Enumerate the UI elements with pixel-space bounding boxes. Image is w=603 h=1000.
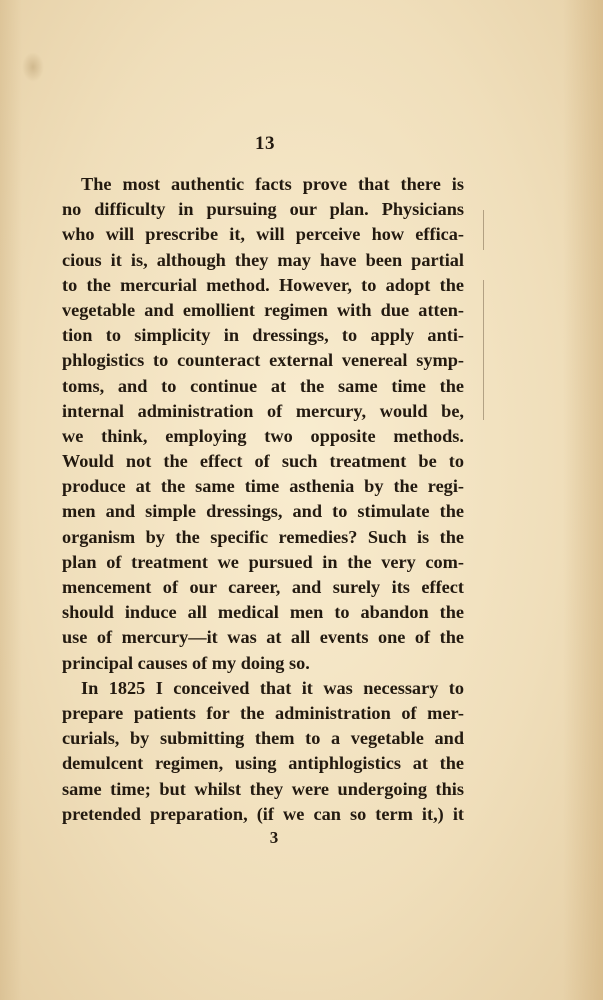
text-line: plan of treatment we pursued in the very com- <box>62 551 464 572</box>
text-line: pretended preparation, (if we can so term it,) it <box>62 803 464 824</box>
paper-stain <box>22 52 44 82</box>
page-number: 13 <box>255 133 275 154</box>
text-line: Would not the effect of such treatment be to <box>62 451 464 472</box>
text-line: use of mercury—it was at all events one of the <box>62 627 464 648</box>
text-line: we think, employing two opposite methods. <box>62 425 464 446</box>
margin-mark <box>483 210 484 250</box>
printer-signature: 3 <box>269 828 279 847</box>
text-line: curials, by submitting them to a vegetable and <box>62 728 464 749</box>
text-line: same time; but whilst they were undergoing this <box>62 778 464 799</box>
text-line: demulcent regimen, using antiphlogistics at the <box>62 753 464 774</box>
text-line: phlogistics to counteract external venereal symp- <box>62 350 464 371</box>
text-line: internal administration of mercury, would be, <box>62 400 464 421</box>
paragraph-1 <box>62 172 464 676</box>
text-line: principal causes of my doing so. <box>62 652 310 673</box>
text-line: In 1825 I conceived that it was necessary to <box>81 677 464 698</box>
body-text <box>62 172 464 827</box>
text-line: vegetable and emollient regimen with due atten- <box>62 299 464 320</box>
text-line: prepare patients for the administration of mer- <box>62 702 464 723</box>
text-line: cious it is, although they may have been partial <box>62 249 464 270</box>
text-line: produce at the same time asthenia by the regi- <box>62 476 464 497</box>
text-line: no difficulty in pursuing our plan. Physicians <box>62 199 464 220</box>
text-line: mencement of our career, and surely its effect <box>62 577 464 597</box>
text-line: organism by the specific remedies? Such is the <box>62 526 464 547</box>
text-line: The most authentic facts prove that there is <box>81 174 464 194</box>
margin-mark <box>483 280 484 420</box>
page-edge-right <box>563 0 603 1000</box>
text-line: should induce all medical men to abandon the <box>62 602 464 623</box>
text-line: men and simple dressings, and to stimulate the <box>62 501 464 522</box>
paragraph-2 <box>62 676 464 827</box>
text-line: tion to simplicity in dressings, to apply anti- <box>62 325 464 346</box>
text-line: toms, and to continue at the same time the <box>62 375 464 396</box>
text-line: to the mercurial method. However, to adopt the <box>62 274 464 295</box>
text-line: who will prescribe it, will perceive how effica- <box>62 224 464 245</box>
